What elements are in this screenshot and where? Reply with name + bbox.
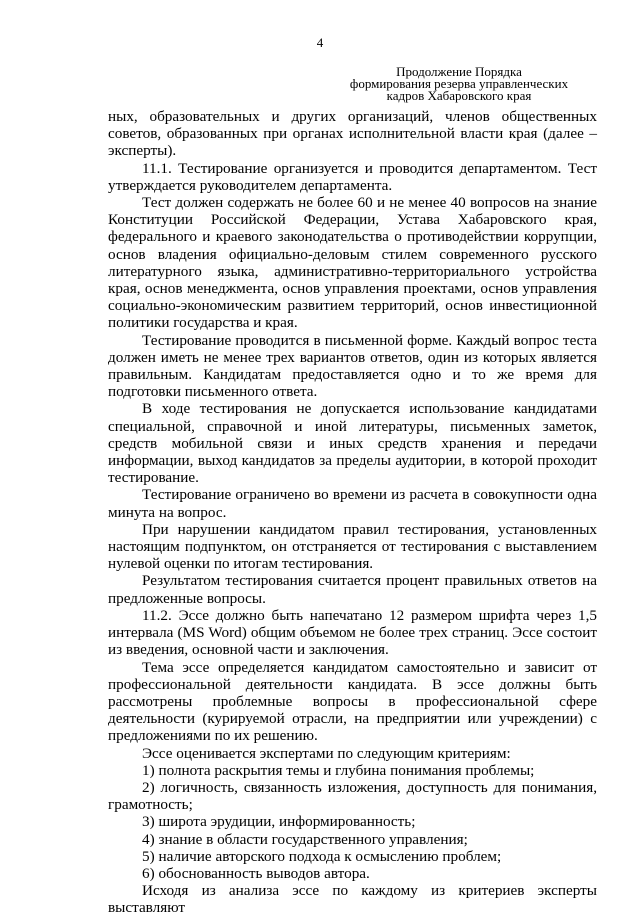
paragraph: Тема эссе определяется кандидатом самостоятельно и зависит от профессиональной деятельности кандидата. В эссе должны быть рассмотрены проблемные вопросы в профессиональной сфере деятельности (курируемой отрасли, на предприятии или учреждении) с предложениями по их решению. <box>108 658 597 745</box>
paragraph: Результатом тестирования считается процент правильных ответов на предложенные вопросы. <box>108 572 597 607</box>
continuation-header-line-3: кадров Хабаровского края <box>386 88 532 103</box>
paragraph: 1) полнота раскрытия темы и глубина понимания проблемы; <box>142 761 535 779</box>
continuation-header-line-1: Продолжение Порядка <box>396 64 522 79</box>
paragraph: 4) знание в области государственного управления; <box>142 830 468 848</box>
paragraph: 6) обоснованность выводов автора. <box>142 864 370 882</box>
paragraph: 5) наличие авторского подхода к осмыслению проблем; <box>142 847 502 865</box>
page-number: 4 <box>316 35 324 50</box>
paragraph: При нарушении кандидатом правил тестирования, установленных настоящим подпунктом, он отстраняется от тестирования с выставлением нулевой оценки по итогам тестирования. <box>108 520 597 573</box>
document-body <box>108 108 597 917</box>
paragraph: 2) логичность, связанность изложения, доступность для понимания, грамотность; <box>108 778 597 814</box>
paragraph: В ходе тестирования не допускается использование кандидатами специальной, справочной и иной литературы, письменных заметок, средств мобильной связи и иных средств хранения и передачи информации, выход кандидатов за пределы аудитории, в которой проходит тестирование. <box>108 400 597 487</box>
paragraph: 11.1. Тестирование организуется и проводится департаментом. Тест утверждается руководителем департамента. <box>108 159 597 194</box>
paragraph: Тест должен содержать не более 60 и не менее 40 вопросов на знание Конституции Российской Федерации, Устава Хабаровского края, федерального и краевого законодательства о противодействии коррупции, основ владения официально-деловым стилем современного русского литературного языка, административно-территориального устройства края, основ менеджмента, основ управления проектами, основ управления социально-экономическим развитием территорий, основ инвестиционной политики государства и края. <box>108 194 597 332</box>
paragraph: Эссе оценивается экспертами по следующим критериям: <box>142 744 511 762</box>
paragraph: Тестирование ограничено во времени из расчета в совокупности одна минута на вопрос. <box>108 486 597 521</box>
paragraph: 11.2. Эссе должно быть напечатано 12 размером шрифта через 1,5 интервала (MS Word) общим объемом не более трех страниц. Эссе состоит из введения, основной части и заключения. <box>108 606 597 659</box>
paragraph: 3) широта эрудиции, информированность; <box>142 813 416 831</box>
paragraph: Тестирование проводится в письменной форме. Каждый вопрос теста должен иметь не менее трех вариантов ответов, один из которых является правильным. Кандидатам предоставляется одно и то же время для подготовки письменного ответа. <box>108 331 597 401</box>
continuation-header-line-2: формирования резерва управленческих <box>349 76 569 91</box>
paragraph: Исходя из анализа эссе по каждому из критериев эксперты выставляют <box>108 882 597 917</box>
continuation-header <box>334 66 584 102</box>
paragraph: ных, образовательных и других организаций, членов общественных советов, образованных при органах исполнительной власти края (далее – эксперты). <box>108 108 597 160</box>
